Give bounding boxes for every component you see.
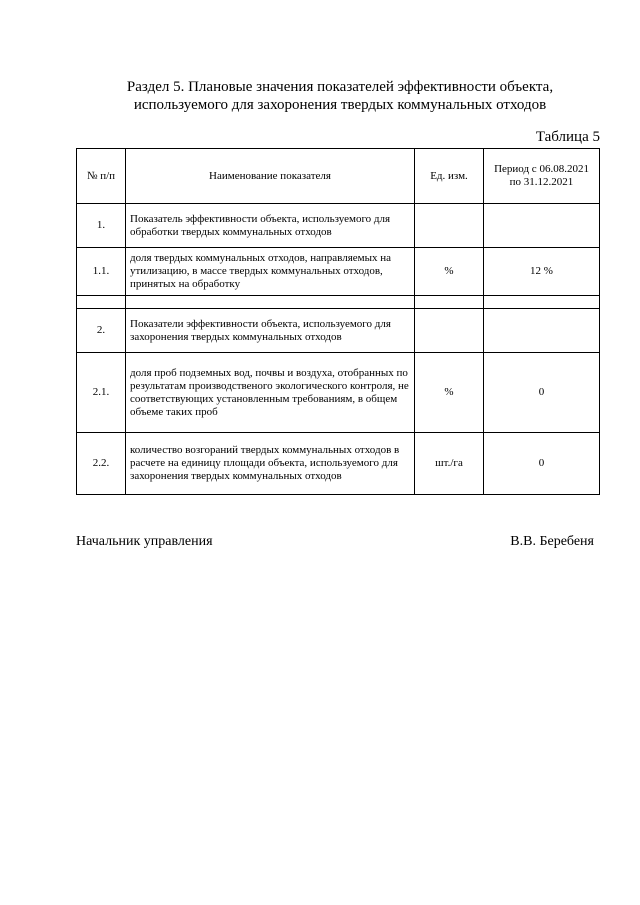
row-value xyxy=(484,309,600,353)
table-row xyxy=(77,433,600,495)
table-row xyxy=(77,353,600,433)
document-title xyxy=(60,78,620,114)
row-value: 12 % xyxy=(484,248,600,296)
table-row xyxy=(77,248,600,296)
row-value: 0 xyxy=(484,433,600,495)
row-name: доля проб подземных вод, почвы и воздуха, отобранных по результатам производственого экологического контроля, не соответствующих установленным требованиям, в общем объеме таких проб xyxy=(126,353,415,433)
signatory-name: В.В. Беребеня xyxy=(510,534,594,549)
row-unit: % xyxy=(415,248,484,296)
row-unit: % xyxy=(415,353,484,433)
row-num: 2.2. xyxy=(77,433,126,495)
title-line-2: используемого для захоронения твердых коммунальных отходов xyxy=(133,97,547,113)
row-unit xyxy=(415,309,484,353)
row-num: 2. xyxy=(77,309,126,353)
row-value xyxy=(484,204,600,248)
header-num: № п/п xyxy=(77,149,126,204)
row-num: 1. xyxy=(77,204,126,248)
table-header-row xyxy=(77,149,600,204)
signatory-position: Начальник управления xyxy=(76,534,213,549)
title-line-1: Раздел 5. Плановые значения показателей эффективности объекта, xyxy=(126,79,554,95)
table-spacer-row xyxy=(77,296,600,309)
row-name: доля твердых коммунальных отходов, направляемых на утилизацию, в массе твердых коммунальных отходов, принятых на обработку xyxy=(126,248,415,296)
table-row xyxy=(77,204,600,248)
row-name: Показатели эффективности объекта, используемого для захоронения твердых коммунальных отходов xyxy=(126,309,415,353)
row-num: 2.1. xyxy=(77,353,126,433)
header-name: Наименование показателя xyxy=(126,149,415,204)
row-unit: шт./га xyxy=(415,433,484,495)
table-row xyxy=(77,309,600,353)
row-unit xyxy=(415,204,484,248)
row-num: 1.1. xyxy=(77,248,126,296)
table-caption: Таблица 5 xyxy=(535,129,600,145)
row-name: Показатель эффективности объекта, используемого для обработки твердых коммунальных отходов xyxy=(126,204,415,248)
row-name: количество возгораний твердых коммунальных отходов в расчете на единицу площади объекта, используемого для захоронения твердых коммунальных отходов xyxy=(126,433,415,495)
header-unit: Ед. изм. xyxy=(415,149,484,204)
indicators-table xyxy=(76,148,600,495)
header-period: Период с 06.08.2021 по 31.12.2021 xyxy=(484,149,600,204)
row-value: 0 xyxy=(484,353,600,433)
